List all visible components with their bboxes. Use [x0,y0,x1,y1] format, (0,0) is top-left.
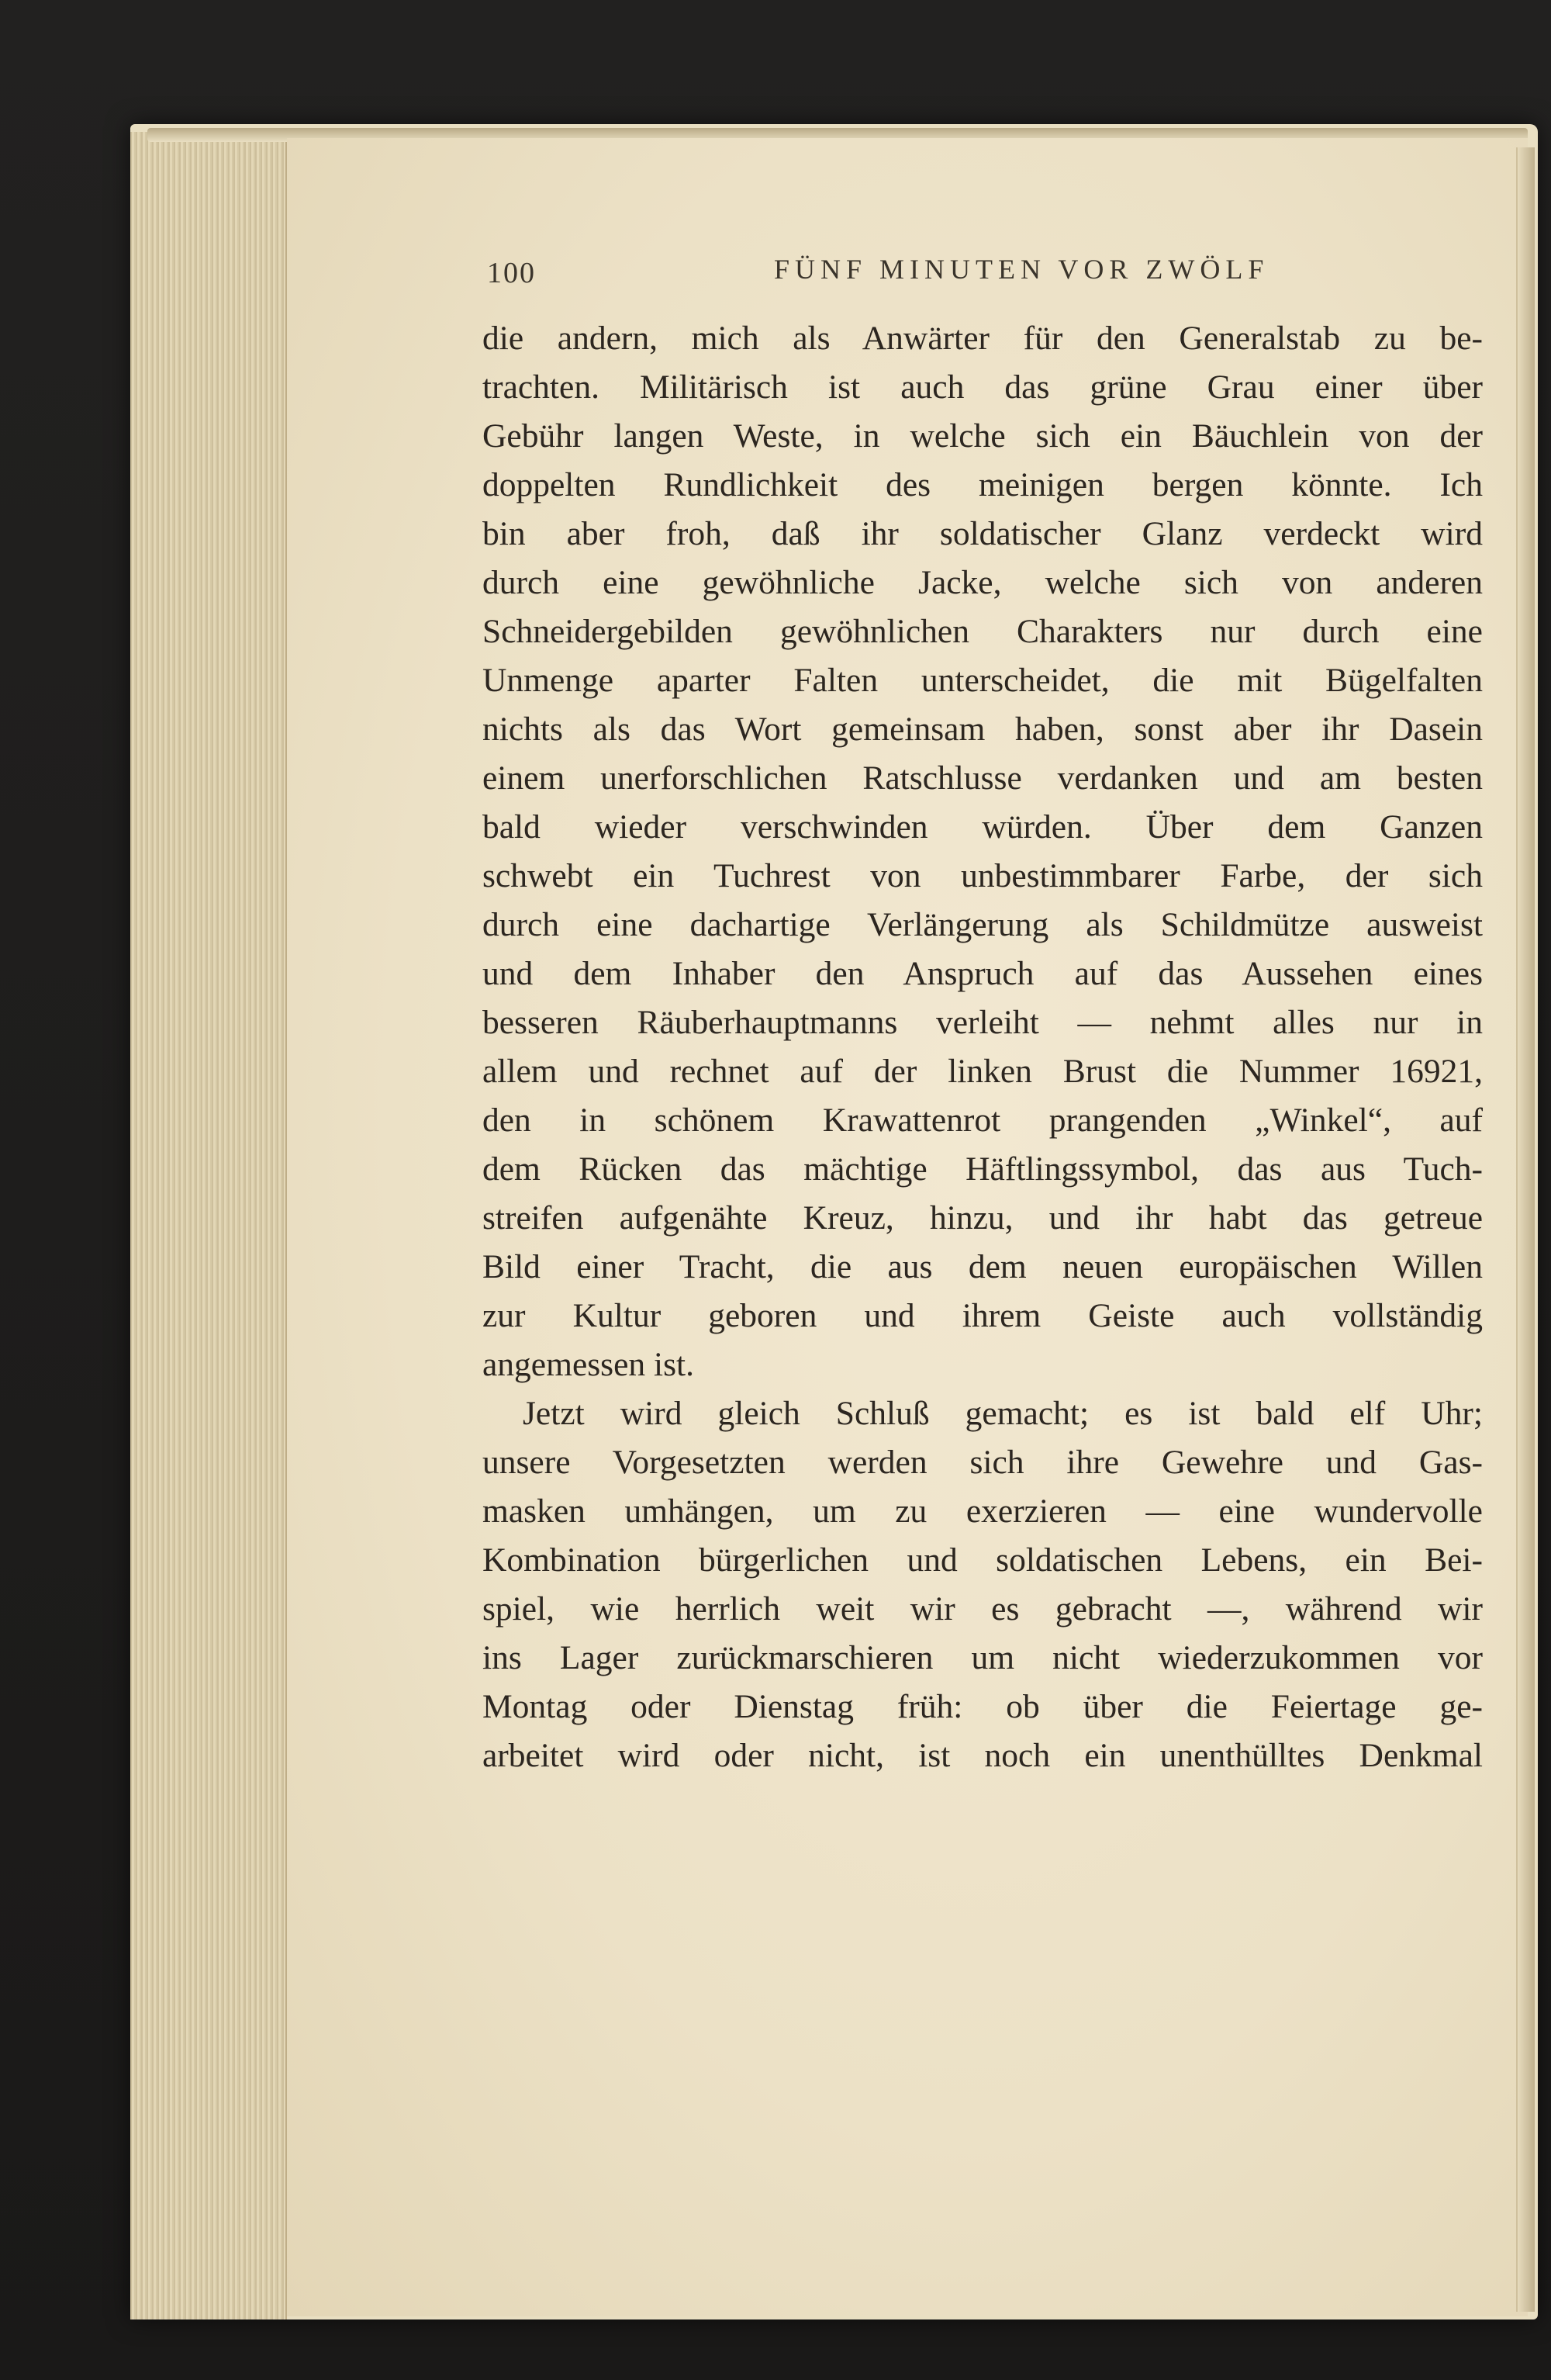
text-line: spiel, wie herrlich weit wir es gebracht —, während wir [482,1590,1483,1628]
text-line: Kombination bürgerlichen und soldatischen Lebens, ein Bei- [482,1541,1483,1579]
text-line: bin aber froh, daß ihr soldatischer Glanz verdeckt wird [482,515,1483,552]
text-line: und dem Inhaber den Anspruch auf das Aussehen eines [482,955,1483,992]
page-number: 100 [487,257,536,289]
text-line: streifen aufgenähte Kreuz, hinzu, und ihr habt das getreue [482,1199,1483,1237]
page-header [487,247,1511,293]
text-line: besseren Räuberhauptmanns verleiht — nehmt alles nur in [482,1004,1483,1041]
text-line: Montag oder Dienstag früh: ob über die Feiertage ge- [482,1688,1483,1725]
running-head: FÜNF MINUTEN VOR ZWÖLF [774,254,1269,285]
text-line: trachten. Militärisch ist auch das grüne Grau einer über [482,368,1483,406]
paragraph-2 [482,1389,1483,1780]
body-text [482,314,1483,1780]
text-line: einem unerforschlichen Ratschlusse verdanken und am besten [482,759,1483,797]
text-line: die andern, mich als Anwärter für den Generalstab zu be- [482,320,1483,357]
text-line: angemessen ist. [482,1346,695,1383]
text-line: Schneidergebilden gewöhnlichen Charakters nur durch eine [482,613,1483,650]
text-line: unsere Vorgesetzten werden sich ihre Gewehre und Gas- [482,1444,1483,1481]
text-line: arbeitet wird oder nicht, ist noch ein unenthülltes Denkmal [482,1737,1483,1774]
text-line: durch eine gewöhnliche Jacke, welche sich von anderen [482,564,1483,601]
page-right-edge [1516,147,1535,2312]
page-edges [130,132,287,2319]
text-line: Gebühr langen Weste, in welche sich ein Bäuchlein von der [482,417,1483,455]
text-line: zur Kultur geboren und ihrem Geiste auch vollständig [482,1297,1483,1334]
text-line: Bild einer Tracht, die aus dem neuen europäischen Willen [482,1248,1483,1285]
text-line: bald wieder verschwinden würden. Über dem Ganzen [482,808,1483,846]
text-line: doppelten Rundlichkeit des meinigen bergen könnte. Ich [482,466,1483,503]
text-line: den in schönem Krawattenrot prangenden „Winkel“, auf [482,1102,1483,1139]
text-line: masken umhängen, um zu exerzieren — eine wundervolle [482,1493,1483,1530]
text-line: nichts als das Wort gemeinsam haben, sonst aber ihr Dasein [482,711,1483,748]
paragraph-1 [482,314,1483,1389]
text-line: ins Lager zurückmarschieren um nicht wiederzukommen vor [482,1639,1483,1676]
text-line: dem Rücken das mächtige Häftlingssymbol, das aus Tuch- [482,1150,1483,1188]
text-line: schwebt ein Tuchrest von unbestimmbarer Farbe, der sich [482,857,1483,894]
text-line: allem und rechnet auf der linken Brust die Nummer 16921, [482,1053,1483,1090]
text-line: Unmenge aparter Falten unterscheidet, die mit Bügelfalten [482,662,1483,699]
text-line: durch eine dachartige Verlängerung als Schildmütze ausweist [482,906,1483,943]
text-line: Jetzt wird gleich Schluß gemacht; es ist bald elf Uhr; [523,1395,1483,1432]
